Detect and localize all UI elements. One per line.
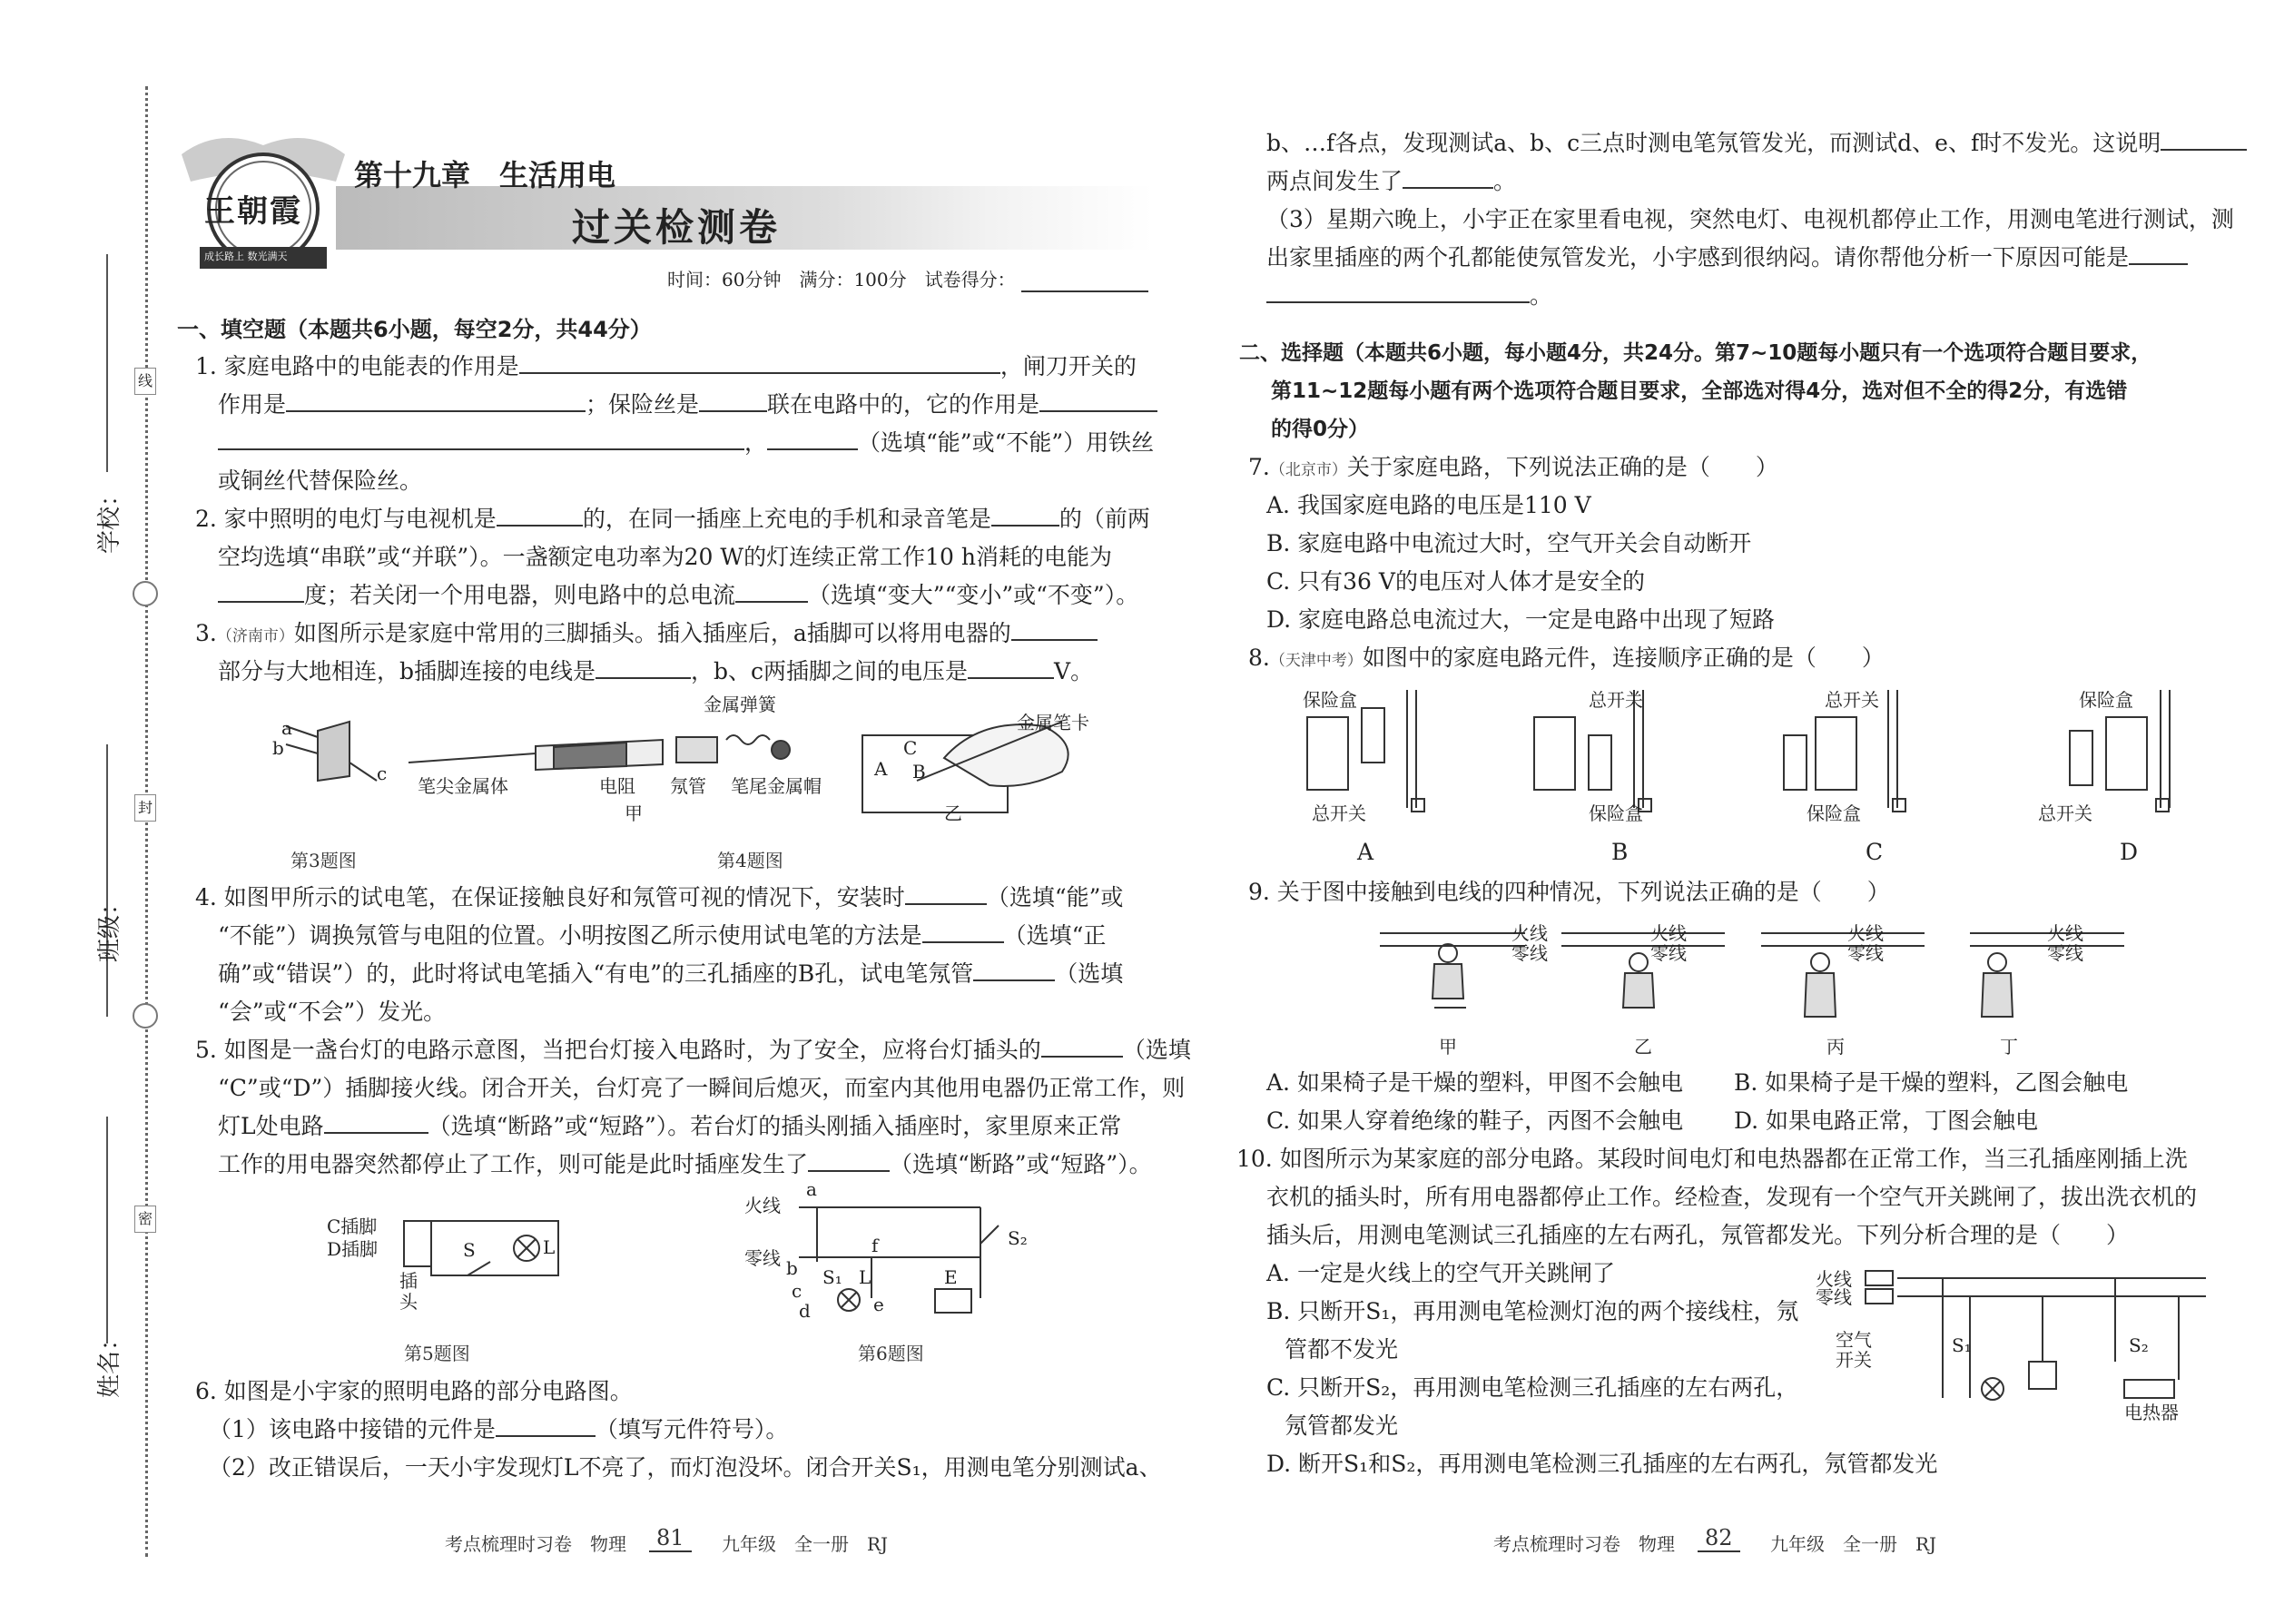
q2-blank4[interactable]: [735, 577, 808, 603]
q9-label-jia: 甲: [1439, 1036, 1457, 1058]
chapter-title: 第十九章 生活用电: [354, 158, 616, 192]
fig5-label-D: D插脚: [327, 1238, 379, 1260]
q6-blank5[interactable]: [1266, 278, 1530, 303]
q9-option-b[interactable]: B. 如果椅子是干燥的塑料，乙图会触电: [1734, 1069, 2129, 1096]
q9-label-neutral-3: 零线: [1847, 942, 1884, 964]
q9-label-live-2: 火线: [1650, 922, 1687, 944]
q4-line1: 4. 如图甲所示的试电笔，在保证接触良好和氖管可视的情况下，安装时 （选填“能”或: [195, 879, 1123, 917]
fig4-label-C: C: [903, 737, 918, 759]
q10-option-a[interactable]: A. 一定是火线上的空气开关跳闸了: [1266, 1260, 1615, 1286]
fig5-label-C: C插脚: [327, 1216, 378, 1237]
q8-label-fuse-d: 保险盒: [2079, 689, 2133, 711]
q2-blank3[interactable]: [218, 577, 304, 603]
fig4-label-jia: 甲: [625, 802, 643, 824]
fig4-label-spring: 金属弹簧: [704, 694, 776, 715]
q10-stem-line2: 衣机的插头时，所有用电器都停止工作。经检查，发现有一个空气开关跳闸了，拔出洗衣机的: [1266, 1184, 2198, 1210]
figure-5-6: [309, 1189, 1126, 1325]
q4-blank2[interactable]: [922, 918, 1004, 943]
footer-left-grade: 九年级 全一册 RJ: [722, 1533, 889, 1555]
q8-choice-d[interactable]: D: [2120, 839, 2139, 865]
fig5-label-S: S: [463, 1239, 476, 1261]
q1-blank3[interactable]: [699, 387, 767, 412]
score-blank[interactable]: [1021, 267, 1148, 292]
q3-blank3[interactable]: [968, 654, 1054, 679]
q10-label-switch: 开关: [1836, 1349, 1872, 1371]
page-number-left: 81: [649, 1525, 692, 1552]
q7-stem: 7.（北京市）关于家庭电路，下列说法正确的是（ ）: [1248, 454, 1778, 480]
q10-label-live: 火线: [1816, 1268, 1852, 1290]
q6-blank4[interactable]: [2129, 240, 2188, 265]
fig6-label-d: d: [799, 1300, 811, 1322]
q1-blank2[interactable]: [286, 387, 586, 412]
q9-stem: 9. 关于图中接触到电线的四种情况，下列说法正确的是（ ）: [1248, 879, 1890, 905]
q4-blank1[interactable]: [905, 880, 987, 905]
q10-label-heater: 电热器: [2124, 1402, 2179, 1423]
q5-line2: “C”或“D”）插脚接火线。闭合开关，台灯亮了一瞬间后熄灭，而室内其他用电器仍正常工作，则: [218, 1075, 1186, 1101]
q9-label-bing: 丙: [1826, 1036, 1845, 1058]
q10-option-d[interactable]: D. 断开S₁和S₂，再用测电笔检测三孔插座的左右两孔，氖管都发光: [1266, 1451, 1938, 1477]
name-line: [106, 1117, 108, 1343]
fig6-label-e: e: [873, 1294, 884, 1315]
q7-option-b[interactable]: B. 家庭电路中电流过大时，空气开关会自动断开: [1266, 530, 1752, 556]
fig3-label-c: c: [377, 763, 388, 784]
fig6-label-f: f: [871, 1235, 879, 1256]
fig6-label-E: E: [944, 1266, 958, 1288]
q9-label-live-4: 火线: [2047, 922, 2083, 944]
fig4-label-cap: 笔尾金属帽: [731, 775, 822, 797]
q5-blank1[interactable]: [1041, 1032, 1123, 1058]
section2-line1: 二、选择题（本题共6小题，每小题4分，共24分。第7~10题每小题只有一个选项符合题目要求，: [1239, 341, 2152, 365]
class-label: 班级：: [96, 891, 123, 962]
q10-stem-line1: 10. 如图所示为某家庭的部分电路。某段时间电灯和电热器都在正常工作，当三孔插座刚插上洗: [1236, 1146, 2188, 1172]
fig4-label-B: B: [912, 761, 926, 782]
page-number-right: 82: [1698, 1525, 1740, 1552]
section1-heading: 一、填空题（本题共6小题，每空2分，共44分）: [177, 317, 652, 342]
q10-option-c1[interactable]: C. 只断开S₂，再用测电笔检测三孔插座的左右两孔，: [1266, 1374, 1799, 1401]
q6-line1: 6. 如图是小宇家的照明电路的部分电路图。: [195, 1378, 633, 1404]
q5-line4: 工作的用电器突然都停止了工作，则可能是此时插座发生了 （选填“断路”或“短路”）。: [218, 1146, 1152, 1184]
fig4-label-yi: 乙: [944, 802, 962, 824]
q8-label-switch-c: 总开关: [1825, 689, 1879, 711]
q5-blank2[interactable]: [324, 1108, 428, 1134]
q2-line1: 2. 家中照明的电灯与电视机是 的，在同一插座上充电的手机和录音笔是 的（前两: [195, 500, 1150, 538]
pen-usage-diagram: [862, 722, 1068, 812]
q1-line2: 作用是 ；保险丝是 联在电路中的，它的作用是: [218, 386, 1157, 424]
q4-line2: “不能”）调换氖管与电阻的位置。小明按图乙所示使用试电笔的方法是 （选填“正: [218, 917, 1106, 955]
q2-line3: 度；若关闭一个用电器，则电路中的总电流 （选填“变大”“变小”或“不变”）。: [218, 576, 1138, 615]
q8-label-switch-b: 总开关: [1589, 689, 1643, 711]
fig6-caption: 第6题图: [858, 1343, 924, 1364]
q6-cont-line2: 两点间发生了 。: [1266, 162, 1516, 201]
q6-blank1[interactable]: [496, 1412, 596, 1437]
fig4-label-clip: 金属笔卡: [1017, 712, 1089, 733]
q3-line1: 3.（济南市）如图所示是家庭中常用的三脚插头。插入插座后，a插脚可以将用电器的: [195, 615, 1098, 655]
q6-line3: （2）改正错误后，一天小宇发现灯L不亮了，而灯泡没坏。闭合开关S₁，用测电笔分别测试a、: [209, 1454, 1162, 1481]
fig3-caption: 第3题图: [290, 850, 357, 871]
fig5-label-L: L: [543, 1236, 556, 1258]
q2-blank2[interactable]: [991, 501, 1059, 527]
q10-label-S1: S₁: [1952, 1334, 1972, 1356]
q4-line3: 确”或“错误”）的，此时将试电笔插入“有电”的三孔插座的B孔，试电笔氖管 （选填: [218, 955, 1123, 993]
page-title: 过关检测卷: [572, 205, 782, 250]
fig6-label-S1: S₁: [822, 1266, 842, 1288]
q8-label-fuse-b: 保险盒: [1589, 802, 1643, 824]
q10-label-neutral: 零线: [1816, 1286, 1852, 1308]
fig4-caption: 第4题图: [717, 850, 783, 871]
cut-mark-seal: 封: [134, 794, 156, 822]
q1-blank6[interactable]: [767, 425, 858, 450]
q2-blank1[interactable]: [497, 501, 583, 527]
section2-line2: 第11~12题每小题有两个选项符合题目要求，全部选对得4分，选对但不全的得2分，有选错: [1271, 379, 2128, 403]
lamp-circuit: [404, 1221, 558, 1275]
fig6-label-a: a: [806, 1178, 817, 1200]
home-circuit: [799, 1207, 999, 1313]
fig3-label-a: a: [281, 717, 292, 739]
footer-right-book: 考点梳理时习卷 物理: [1493, 1533, 1675, 1555]
cut-mark-line: 线: [134, 368, 156, 395]
q9-label-live-3: 火线: [1847, 922, 1884, 944]
fig4-label-A: A: [874, 758, 888, 780]
school-line: [106, 254, 108, 472]
q8-label-switch-d: 总开关: [2038, 802, 2092, 824]
q8-label-switch-a: 总开关: [1312, 802, 1366, 824]
q7-option-d[interactable]: D. 家庭电路总电流过大，一定是电路中出现了短路: [1266, 606, 1776, 633]
q9-label-neutral-2: 零线: [1650, 942, 1687, 964]
fig6-label-live: 火线: [744, 1195, 781, 1216]
section2-line3: 的得0分）: [1271, 418, 1370, 441]
q6-blank2[interactable]: [2161, 125, 2247, 151]
q4-line4: “会”或“不会”）发光。: [218, 999, 447, 1025]
q6-cont-line4: 出家里插座的两个孔都能使氖管发光，小宇感到很纳闷。请你帮他分析一下原因可能是: [1266, 239, 2188, 277]
test-pen-diagram: [409, 735, 790, 770]
q5-line1: 5. 如图是一盏台灯的电路示意图，当把台灯接入电路时，为了安全，应将台灯插头的 （选填: [195, 1031, 1191, 1069]
q9-label-yi: 乙: [1634, 1036, 1652, 1058]
q6-cont-line3: （3）星期六晚上，小宇正在家里看电视，突然电灯、电视机都停止工作，用测电笔进行测试，测: [1266, 206, 2234, 232]
q9-option-a[interactable]: A. 如果椅子是干燥的塑料，甲图不会触电: [1266, 1069, 1683, 1096]
q10-option-b2: 管都不发光: [1285, 1336, 1399, 1363]
q10-label-air: 空气: [1836, 1329, 1872, 1351]
q8-choice-c[interactable]: C: [1866, 839, 1884, 865]
q10-option-b1[interactable]: B. 只断开S₁，再用测电笔检测灯泡的两个接线柱，氖: [1266, 1298, 1799, 1324]
q9-option-c[interactable]: C. 如果人穿着绝缘的鞋子，丙图不会触电: [1266, 1107, 1684, 1134]
fig6-label-b: b: [786, 1257, 798, 1279]
cut-mark-close: 密: [134, 1206, 156, 1233]
q9-label-ding: 丁: [2000, 1036, 2018, 1058]
q8-stem: 8.（天津中考）如图中的家庭电路元件，连接顺序正确的是（ ）: [1248, 645, 1885, 671]
fig4-label-neon: 氖管: [670, 775, 706, 797]
q9-label-neutral-1: 零线: [1511, 942, 1548, 964]
q5-line3: 灯L处电路 （选填“断路”或“短路”）。若台灯的插头刚插入插座时，家里原来正常: [218, 1107, 1121, 1146]
q1-line4: 或铜丝代替保险丝。: [218, 468, 423, 494]
fig4-label-tip: 笔尖金属体: [418, 775, 508, 797]
q8-choice-b[interactable]: B: [1611, 839, 1629, 865]
q6-line2: （1）该电路中接错的元件是 （填写元件符号）。: [209, 1411, 788, 1449]
q1-blank4[interactable]: [1039, 387, 1157, 412]
fig5-label-cha: 插: [399, 1270, 418, 1292]
q9-label-live-1: 火线: [1511, 922, 1548, 944]
q1-line1: 1. 家庭电路中的电能表的作用是 ，闸刀开关的: [195, 348, 1137, 386]
q1-blank1[interactable]: [519, 349, 1000, 374]
binding-hole-icon: [133, 1003, 158, 1029]
binding-hole-icon: [133, 581, 158, 606]
q1-line3: ， （选填“能”或“不能”）用铁丝: [218, 424, 1154, 462]
q5-blank3[interactable]: [808, 1147, 890, 1172]
fig4-label-resistor: 电阻: [599, 775, 635, 797]
q8-label-fuse-c: 保险盒: [1807, 802, 1861, 824]
fig5-caption: 第5题图: [404, 1343, 470, 1364]
q8-choice-a[interactable]: A: [1357, 839, 1374, 865]
q2-line2: 空均选填“串联”或“并联”）。一盏额定电功率为20 W的灯连续正常工作10 h消耗的电能为: [218, 544, 1112, 570]
logo-motto: 成长路上 数光满天: [204, 251, 288, 262]
fig6-label-neutral: 零线: [744, 1247, 781, 1269]
logo-text: 王朝霞: [204, 193, 302, 230]
q10-label-S2: S₂: [2129, 1334, 2149, 1356]
q10-option-c2: 氖管都发光: [1285, 1412, 1399, 1439]
fig5-label-tou: 头: [399, 1291, 418, 1313]
q9-option-d[interactable]: D. 如果电路正常，丁图会触电: [1734, 1107, 2039, 1134]
q3-blank2[interactable]: [596, 654, 691, 679]
q3-line2: 部分与大地相连，b插脚连接的电线是 ，b、c两插脚之间的电压是 V。: [218, 653, 1093, 691]
q6-cont-line1: b、…f各点，发现测试a、b、c三点时测电笔氖管发光，而测试d、e、f时不发光。这说明: [1266, 124, 2247, 162]
footer-right-grade: 九年级 全一册 RJ: [1770, 1533, 1937, 1555]
q6-blank3[interactable]: [1403, 163, 1493, 189]
class-line: [106, 744, 108, 1017]
plug-diagram: [286, 722, 377, 781]
q3-blank1[interactable]: [1011, 615, 1098, 641]
exam-meta: 时间：60分钟 满分：100分 试卷得分：: [667, 269, 1016, 290]
q6-cont-line5: 。: [1266, 277, 1552, 315]
binding-dotted-line: [145, 86, 148, 1557]
q10-stem-line3: 插头后，用测电笔测试三孔插座的左右两孔，氖管都发光。下列分析合理的是（ ）: [1266, 1222, 2130, 1248]
school-label: 学校：: [96, 482, 123, 554]
q7-option-c[interactable]: C. 只有36 V的电压对人体才是安全的: [1266, 568, 1645, 595]
q4-blank3[interactable]: [973, 956, 1055, 981]
fig6-label-c: c: [792, 1280, 802, 1302]
fig6-label-S2: S₂: [1008, 1227, 1028, 1249]
footer-left-book: 考点梳理时习卷 物理: [445, 1533, 626, 1555]
fig3-label-b: b: [272, 737, 284, 759]
name-label: 姓名：: [96, 1326, 123, 1398]
fig6-label-L: L: [859, 1266, 871, 1288]
q7-option-a[interactable]: A. 我国家庭电路的电压是110 V: [1266, 492, 1591, 518]
q8-label-fuse-a: 保险盒: [1303, 689, 1357, 711]
q9-label-neutral-4: 零线: [2047, 942, 2083, 964]
q1-blank5[interactable]: [218, 425, 744, 450]
